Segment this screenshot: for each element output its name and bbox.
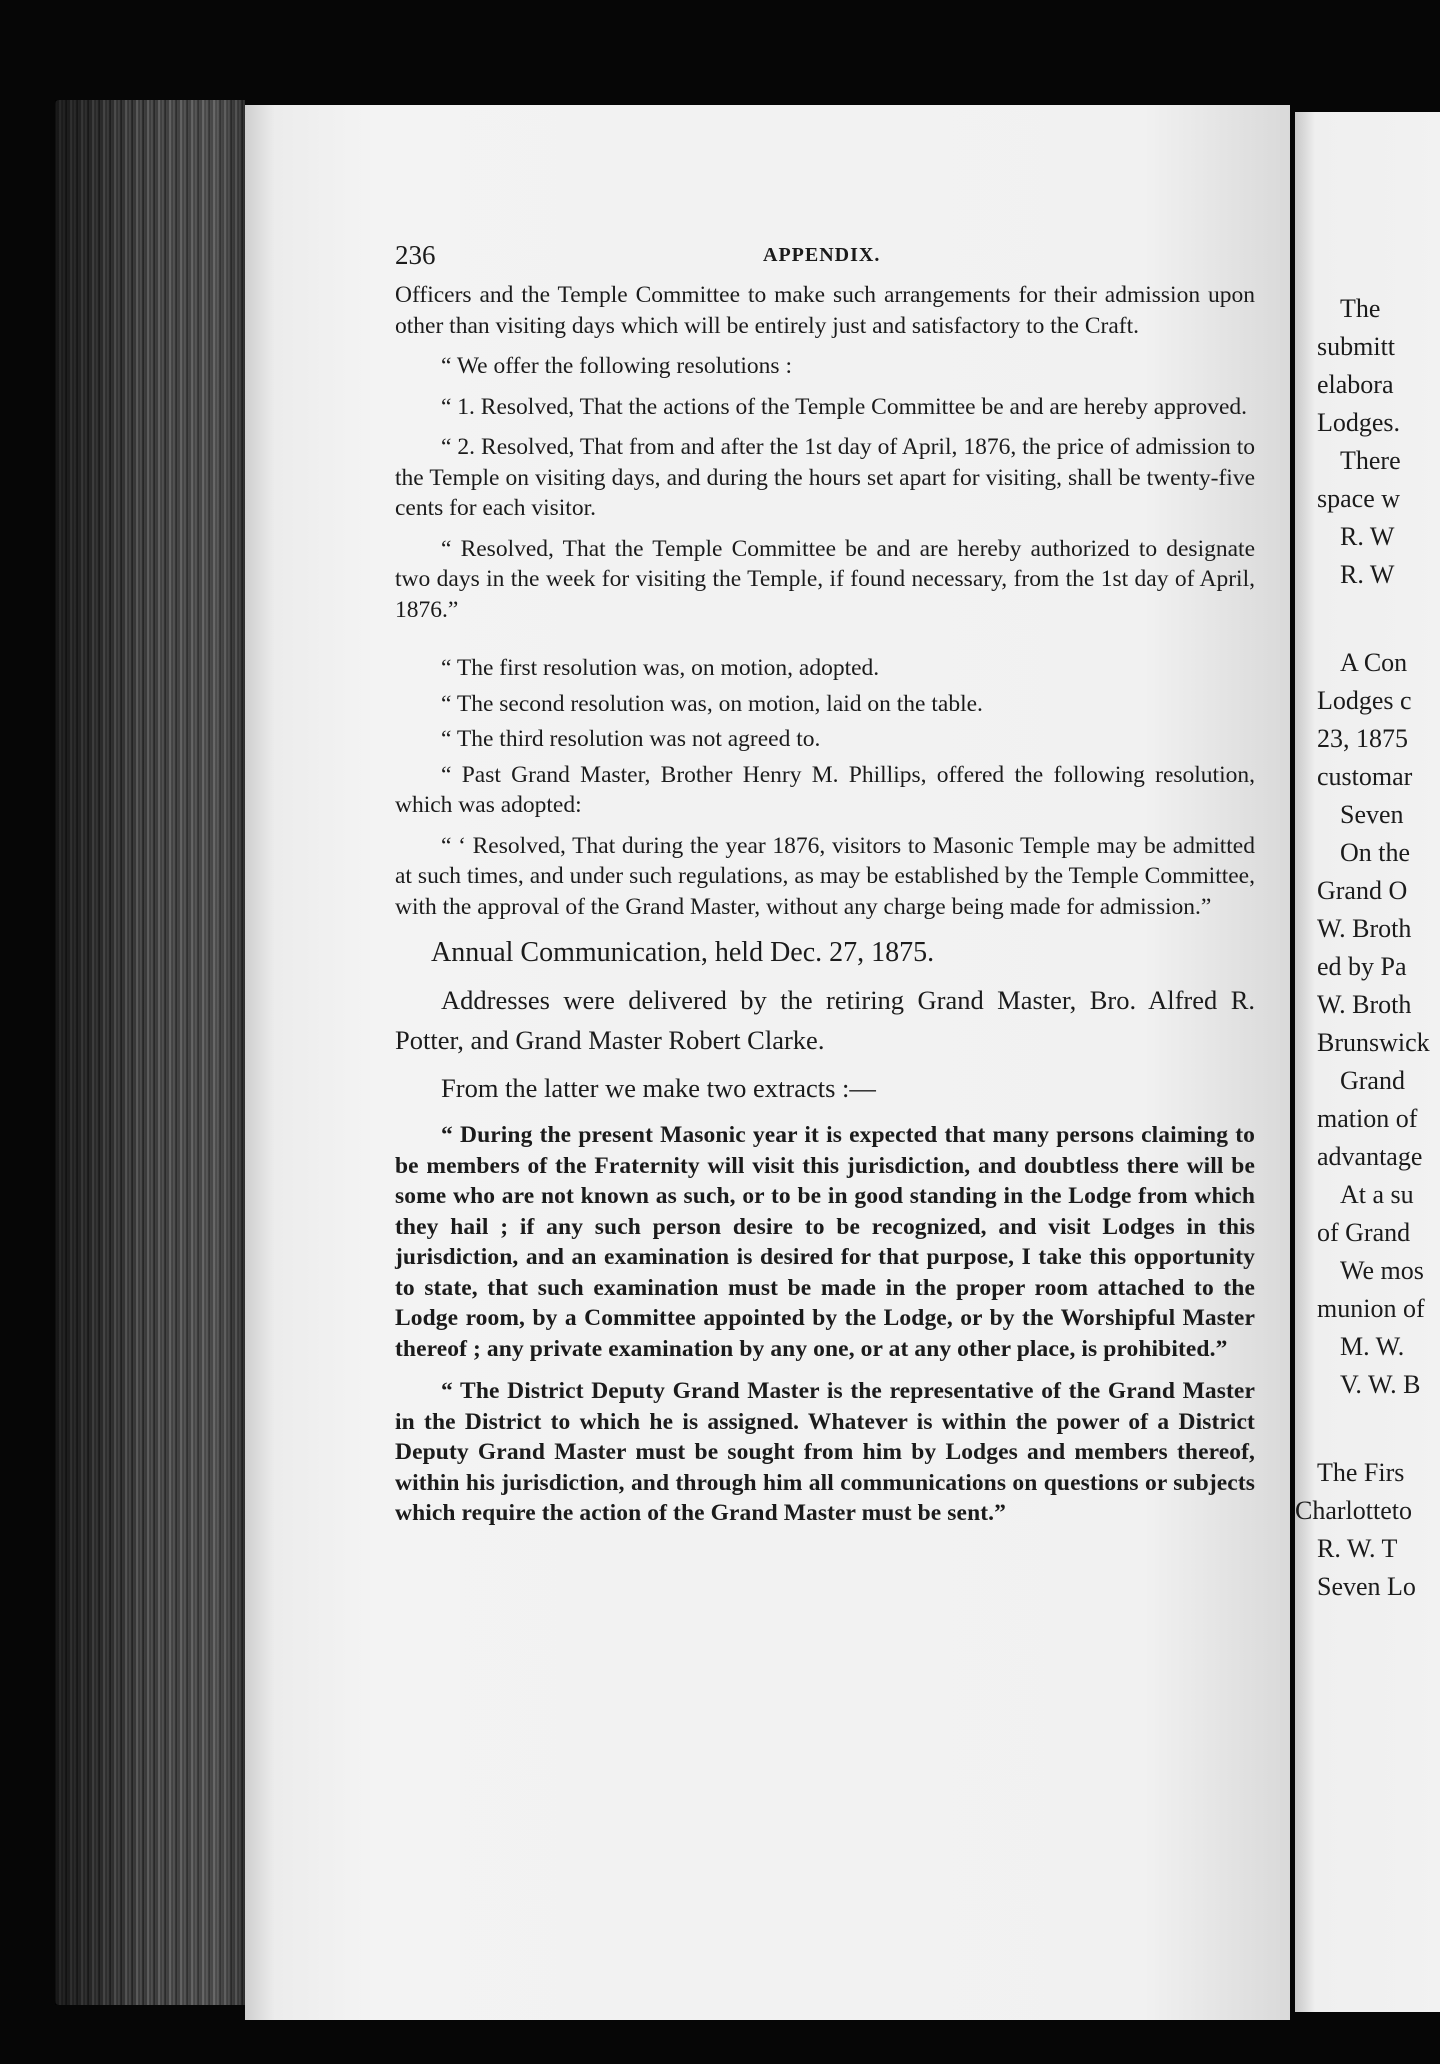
facing-line: R. W <box>1340 522 1395 551</box>
facing-line: W. Broth <box>1317 914 1412 943</box>
book-page <box>245 105 1290 2020</box>
facing-line: Seven <box>1340 800 1404 829</box>
facing-line: On the <box>1340 838 1411 867</box>
facing-line: R. W <box>1340 560 1395 589</box>
facing-line: The Firs <box>1317 1458 1405 1487</box>
facing-line: space w <box>1317 484 1401 513</box>
paragraph: “ We offer the following resolutions : <box>441 353 792 379</box>
facing-page-edge <box>1295 112 1440 2012</box>
facing-line: We mos <box>1340 1256 1424 1285</box>
quoted-extract: “ The District Deputy Grand Master is the representative of the Grand Master in the District to which he is assigned. Whatever is within the power of a District Deputy Grand Master must be sought from him by Lodges and members thereof, within his jurisdiction, and through him all communications on questions or subjects which require the action of the Grand Master must be sent.” <box>395 1378 1255 1526</box>
facing-line: There <box>1340 446 1401 475</box>
paragraph: “ Past Grand Master, Brother Henry M. Phillips, offered the following resolution, which was adopted: <box>395 761 1255 818</box>
paragraph: Addresses were delivered by the retiring Grand Master, Bro. Alfred R. Potter, and Grand Master Robert Clarke. <box>395 985 1255 1055</box>
paragraph: “ The first resolution was, on motion, adopted. <box>441 655 880 681</box>
page-number: 236 <box>395 240 436 270</box>
facing-line: V. W. B <box>1340 1370 1421 1399</box>
facing-line: The <box>1340 294 1381 323</box>
facing-line: M. W. <box>1340 1332 1405 1361</box>
page-content <box>395 240 1255 1539</box>
facing-line: Grand O <box>1317 876 1408 905</box>
facing-line: customar <box>1317 762 1413 791</box>
facing-line: Charlotteto <box>1295 1496 1412 1525</box>
paragraph: “ The second resolution was, on motion, laid on the table. <box>441 690 983 717</box>
paragraph: “ ‘ Resolved, That during the year 1876, visitors to Masonic Temple may be admitted at such times, and under such regulations, as may be established by the Temple Committee, with the approval of the Grand Master, without any charge being made for admission.” <box>395 832 1255 920</box>
facing-line: of Grand <box>1317 1218 1411 1247</box>
paragraph: From the latter we make two extracts :— <box>441 1073 876 1103</box>
facing-line: Lodges. <box>1317 408 1401 437</box>
facing-line: Seven Lo <box>1317 1572 1416 1601</box>
facing-page-lines <box>1295 290 1435 1606</box>
facing-line: mation of <box>1317 1104 1418 1133</box>
quoted-extract: “ During the present Masonic year it is expected that many persons claiming to be members of the Fraternity will visit this jurisdiction, and doubtless there will be some who are not known as such, or to be in good standing in the Lodge from which they hail ; if any such person desire to be recognized, and visit Lodges in this jurisdiction, and an examination is desired for that purpose, I take this opportunity to state, that such examination must be made in the proper room attached to the Lodge room, by a Committee appointed by the Lodge, or by the Worshipful Master thereof ; any private examination by any one, or at any other place, is prohibited.” <box>395 1122 1255 1362</box>
running-head-title: APPENDIX. <box>763 244 881 266</box>
paragraph: “ The third resolution was not agreed to. <box>441 726 821 752</box>
spacer <box>395 635 1255 653</box>
paragraph: “ Resolved, That the Temple Committee be and are hereby authorized to designate two days in the week for visiting the Temple, if found necessary, from the 1st day of April, 1876.” <box>395 535 1255 623</box>
facing-line: Brunswick <box>1317 1028 1430 1057</box>
section-heading: Annual Communication, held Dec. 27, 1875. <box>431 937 935 968</box>
facing-line: At a su <box>1340 1180 1414 1209</box>
facing-line: R. W. T <box>1317 1534 1398 1563</box>
paragraph: Officers and the Temple Committee to make such arrangements for their admission upon other than visiting days which will be entirely just and satisfactory to the Craft. <box>395 282 1255 339</box>
facing-line: 23, 1875 <box>1317 724 1408 753</box>
facing-line: Grand <box>1340 1066 1405 1095</box>
paragraph: “ 1. Resolved, That the actions of the Temple Committee be and are hereby approved. <box>441 393 1248 420</box>
facing-line: elabora <box>1317 370 1394 399</box>
book-page-edges <box>55 100 245 2005</box>
facing-line: munion of <box>1317 1294 1425 1323</box>
facing-line: submitt <box>1317 332 1396 361</box>
facing-line: W. Broth <box>1317 990 1412 1019</box>
facing-line: Lodges c <box>1317 686 1412 715</box>
paragraph: “ 2. Resolved, That from and after the 1st day of April, 1876, the price of admission to the Temple on visiting days, and during the hours set apart for visiting, shall be twenty-five cents for each visitor. <box>395 434 1255 521</box>
facing-line: advantage <box>1317 1142 1423 1171</box>
facing-line: A Con <box>1340 648 1408 677</box>
running-head <box>395 240 1255 280</box>
facing-line: ed by Pa <box>1317 952 1407 981</box>
